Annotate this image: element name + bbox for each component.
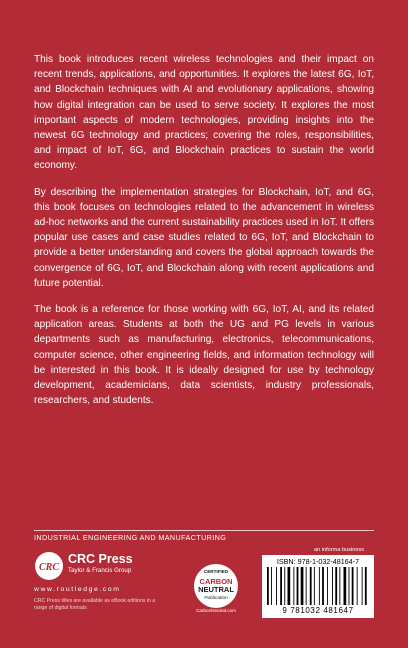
isbn-barcode-panel [262, 555, 374, 618]
isbn-label: ISBN: 978-1-032-48164-7 [276, 557, 360, 566]
crc-logo-text: CRC [38, 562, 60, 573]
crc-press-logo [34, 551, 64, 581]
barcode-image [266, 567, 370, 605]
badge-certified-text: CERTIFIED [203, 569, 229, 574]
publisher-block [68, 553, 133, 575]
subject-category: INDUSTRIAL ENGINEERING AND MANUFACTURING [34, 533, 227, 542]
publisher-group: Taylor & Francis Group [68, 567, 132, 574]
footer-divider [34, 530, 374, 531]
publisher-name: CRC Press [68, 552, 133, 566]
informa-tagline: an informa business [314, 547, 365, 553]
carbon-neutral-url: CarbonNeutral.com [196, 608, 236, 613]
badge-neutral-text: NEUTRAL [198, 585, 234, 594]
badge-publication-text: Publication [204, 596, 228, 601]
carbon-neutral-badge [193, 563, 239, 609]
blurb-paragraph-2: By describing the implementation strategies for Blockchain, IoT, and 6G, this book focuses on technologies related to the advancement in wireless ad-hoc networks and the current sustainability practices used in IoT. It offers popular use cases and case studies related to 6G, IoT, and Blockchain to provide a better understanding and covers the global approach towards the convergence of 6G, IoT, and Blockchain along with recent applications and future potential. [34, 186, 374, 289]
ebook-note: CRC Press titles are available as eBook editions in a range of digital formats [34, 598, 156, 611]
publisher-website: www.routledge.com [34, 586, 121, 593]
back-cover-blurb [34, 52, 374, 419]
blurb-paragraph-3: The book is a reference for those working with 6G, IoT, AI, and its related application areas. Students at both the UG and PG levels in various departments such as manufacturing, electronics, telecommunications, computer science, other engineering fields, and information technology will be interested in this book. It is ideally designed for use by technology development, academicians, data scientists, industry professionals, researchers, and students. [34, 304, 374, 407]
badge-carbon-text: CARBON [199, 577, 233, 586]
blurb-paragraph-1: This book introduces recent wireless technologies and their impact on recent trends, applications, and opportunities. It explores the latest 6G, IoT, and Blockchain techniques with AI and evolutionary applications, showing how digital integration can be used to serve society. It explores the most important aspects of modern technologies, providing insights into the newest 6G technology and practices; covering the roles, responsibilities, and impact of IoT, 6G, and Blockchain practices to sustain the world economy. [34, 54, 374, 172]
isbn-digits: 9 781032 481647 [282, 606, 354, 615]
